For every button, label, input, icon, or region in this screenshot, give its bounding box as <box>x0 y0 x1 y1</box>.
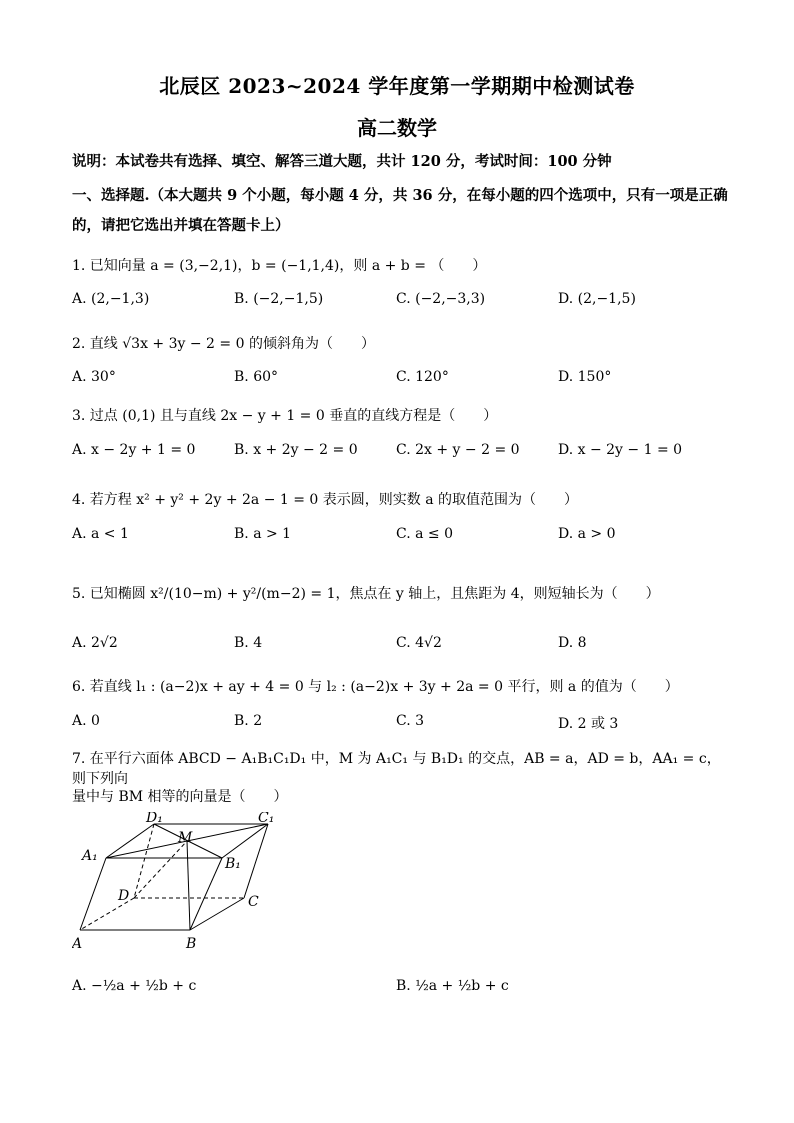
parallelepiped-figure <box>72 812 302 952</box>
q6-option-a: A. 0 <box>72 713 100 729</box>
q1-option-a: A. (2,−1,3) <box>72 291 150 307</box>
vertex-label-b1: B₁ <box>225 856 241 872</box>
q3-option-d: D. x − 2y − 1 = 0 <box>558 442 683 458</box>
q7-option-b: B. ½a + ½b + c <box>396 978 509 994</box>
section-heading: 一、选择题.（本大题共 9 个小题，每小题 4 分，共 36 分，在每小题的四个选项中，只有一项是正确的，请把它选出并填在答题卡上） <box>72 187 728 234</box>
question-6: 6. 若直线 l₁ : (a−2)x + ay + 4 = 0 与 l₂ : (a−2)x + 3y + 2a = 0 平行，则 a 的值为（ ） <box>72 679 679 695</box>
q2-option-d: D. 150° <box>558 369 612 385</box>
vertex-label-a: A <box>72 936 83 952</box>
q4-option-a: A. a < 1 <box>72 526 129 542</box>
edge-b1-b <box>190 858 222 930</box>
q2-option-a: A. 30° <box>72 369 116 385</box>
question-3: 3. 过点 (0,1) 且与直线 2x − y + 1 = 0 垂直的直线方程是（ ） <box>72 408 498 424</box>
q3-option-a: A. x − 2y + 1 = 0 <box>72 442 196 458</box>
vertex-label-a1: A₁ <box>82 848 98 864</box>
exam-instructions: 说明：本试卷共有选择、填空、解答三道大题，共计 120 分，考试时间：100 分钟 <box>72 153 612 170</box>
q6-option-b: B. 2 <box>234 713 263 729</box>
exam-title: 北辰区 2023~2024 学年度第一学期期中检测试卷 <box>159 74 635 98</box>
vertex-label-m: M <box>178 830 193 846</box>
question-5: 5. 已知椭圆 x²/(10−m) + y²/(m−2) = 1，焦点在 y 轴上，且焦距为 4，则短轴长为（ ） <box>72 586 660 602</box>
q5-option-c: C. 4√2 <box>396 635 442 651</box>
vertex-label-c1: C₁ <box>258 812 275 826</box>
q6-option-d: D. 2 或 3 <box>558 716 619 732</box>
q5-option-d: D. 8 <box>558 635 587 651</box>
q4-option-b: B. a > 1 <box>234 526 292 542</box>
q2-option-b: B. 60° <box>234 369 279 385</box>
edge-a1-a <box>80 858 106 930</box>
q1-option-c: C. (−2,−3,3) <box>396 291 486 307</box>
vertex-label-c: C <box>248 894 259 910</box>
q2-option-c: C. 120° <box>396 369 449 385</box>
edge-c1-c <box>244 824 268 898</box>
q1-option-d: D. (2,−1,5) <box>558 291 636 307</box>
question-7-line-1: 7. 在平行六面体 ABCD − A₁B₁C₁D₁ 中，M 为 A₁C₁ 与 B₁D₁ 的交点，AB = a，AD = b，AA₁ = c，则下列向 <box>72 751 721 787</box>
segment-d-m <box>134 841 187 898</box>
vertex-label-b: B <box>186 936 197 952</box>
q5-option-a: A. 2√2 <box>72 635 118 651</box>
edge-b-c <box>190 898 244 930</box>
exam-subject: 高二数学 <box>357 116 437 140</box>
q1-option-b: B. (−2,−1,5) <box>234 291 324 307</box>
segment-b-m <box>187 841 190 930</box>
question-4: 4. 若方程 x² + y² + 2y + 2a − 1 = 0 表示圆，则实数 a 的取值范围为（ ） <box>72 492 579 508</box>
question-1: 1. 已知向量 a = (3,−2,1)，b = (−1,1,4)，则 a + b = （ ） <box>72 258 487 274</box>
q3-option-b: B. x + 2y − 2 = 0 <box>234 442 358 458</box>
q3-option-c: C. 2x + y − 2 = 0 <box>396 442 520 458</box>
q4-option-c: C. a ≤ 0 <box>396 526 453 542</box>
q6-option-c: C. 3 <box>396 713 425 729</box>
q7-option-a: A. −½a + ½b + c <box>72 978 197 994</box>
question-7-line-2: 量中与 BM 相等的向量是（ ） <box>72 789 288 805</box>
question-2: 2. 直线 √3x + 3y − 2 = 0 的倾斜角为（ ） <box>72 336 375 352</box>
q4-option-d: D. a > 0 <box>558 526 616 542</box>
q5-option-b: B. 4 <box>234 635 263 651</box>
vertex-label-d: D <box>118 888 130 904</box>
vertex-label-d1: D₁ <box>146 812 163 826</box>
